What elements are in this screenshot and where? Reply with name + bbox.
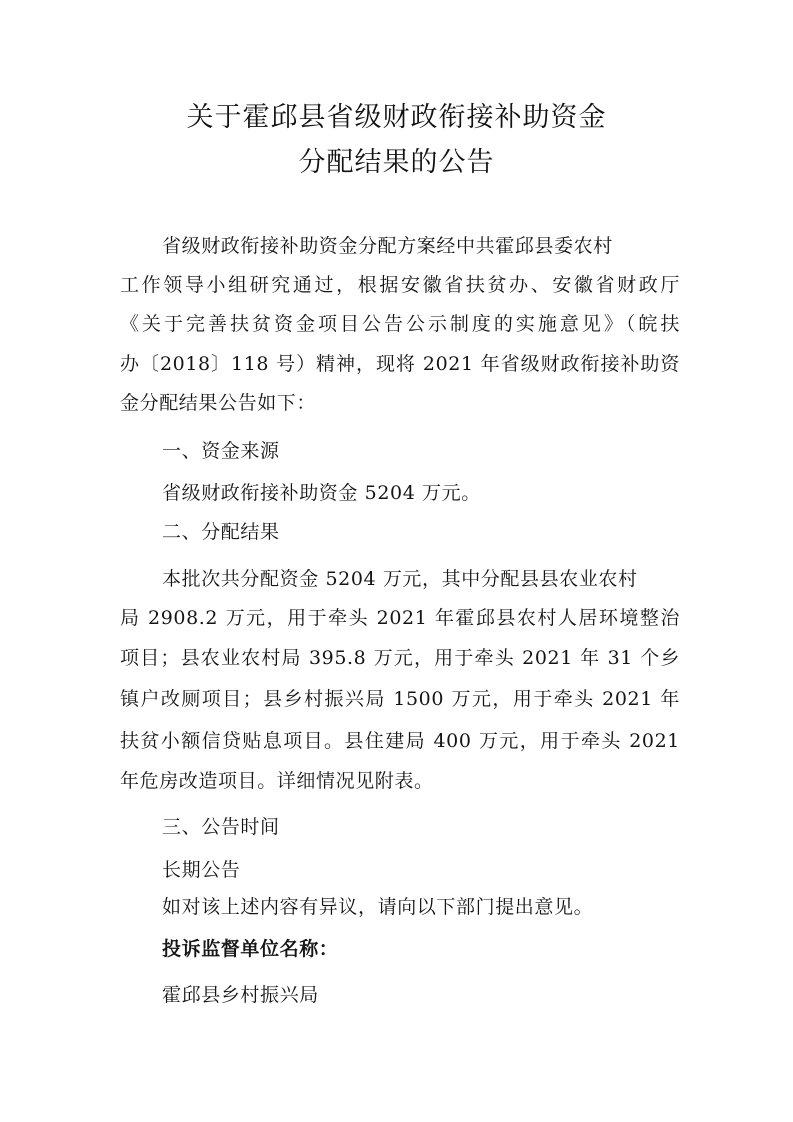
allocation-line-3: 项目；县农业农村局 395.8 万元，用于牵头 2021 年 31 个乡 [120,647,680,669]
supervision-unit-heading: 投诉监督单位名称： [162,938,339,960]
section-heading-funding-source: 一、资金来源 [162,440,280,462]
allocation-line-4: 镇户改厕项目；县乡村振兴局 1500 万元，用于牵头 2021 年 [120,688,680,710]
intro-line-3: 《关于完善扶贫资金项目公告公示制度的实施意见》（皖扶 [120,313,680,335]
intro-line-4: 办〔2018〕118 号）精神，现将 2021 年省级财政衔接补助资 [120,353,680,375]
allocation-line-2: 局 2908.2 万元，用于牵头 2021 年霍邱县农村人居环境整治 [120,607,680,629]
funding-source-text: 省级财政衔接补助资金 5204 万元。 [162,482,481,504]
document-title-line-1: 关于霍邱县省级财政衔接补助资金 [186,102,607,133]
intro-line-1: 省级财政衔接补助资金分配方案经中共霍邱县委农村 [162,235,613,257]
announcement-period-text: 长期公告 [162,859,241,881]
allocation-line-6: 年危房改造项目。详细情况见附表。 [120,770,434,792]
allocation-line-5: 扶贫小额信贷贴息项目。县住建局 400 万元，用于牵头 2021 [120,730,680,752]
objection-notice-text: 如对该上述内容有异议，请向以下部门提出意见。 [162,896,594,918]
document-title-line-2: 分配结果的公告 [298,147,495,178]
allocation-line-1: 本批次共分配资金 5204 万元，其中分配县县农业农村 [162,568,638,590]
section-heading-allocation-result: 二、分配结果 [162,521,280,543]
section-heading-announcement-period: 三、公告时间 [162,816,280,838]
supervision-unit-name: 霍邱县乡村振兴局 [162,984,319,1006]
intro-line-5: 金分配结果公告如下： [120,392,317,414]
intro-line-2: 工作领导小组研究通过，根据安徽省扶贫办、安徽省财政厅 [120,274,680,296]
